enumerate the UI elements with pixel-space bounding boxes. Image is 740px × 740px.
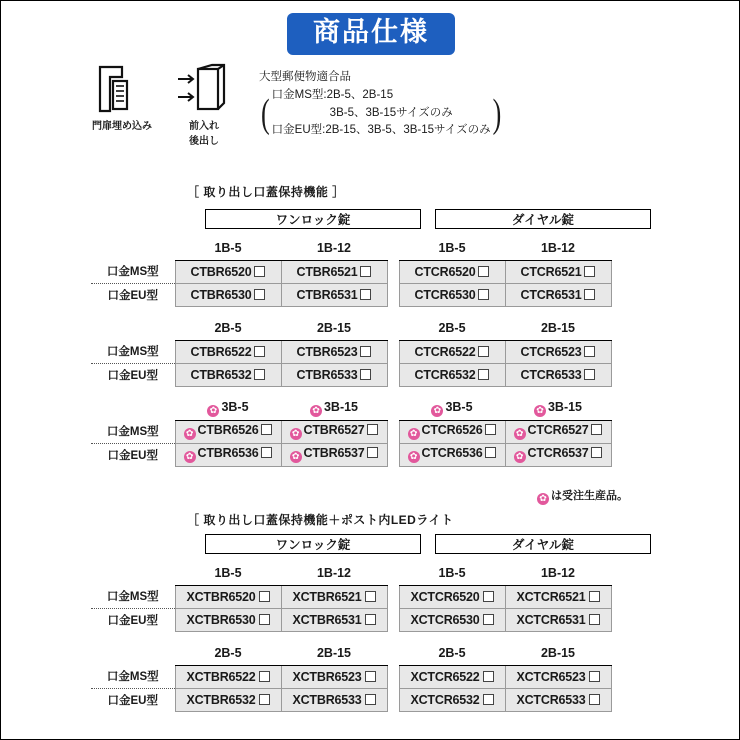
note-line-4: 口金EU型:2B-15、3B-5、3B-15サイズのみ bbox=[271, 124, 491, 137]
front-in-rear-out-icon bbox=[171, 63, 237, 115]
product-code-cell[interactable]: ✿ CTBR6537 bbox=[281, 443, 387, 466]
made-to-order-icon: ✿ bbox=[514, 451, 526, 463]
checkbox-square bbox=[259, 591, 270, 602]
section1-block-1 bbox=[91, 317, 612, 387]
size-header: 1B-12 bbox=[505, 237, 611, 260]
size-header-row bbox=[91, 237, 611, 260]
size-header: ✿ 3B-15 bbox=[281, 397, 387, 420]
checkbox-square bbox=[584, 369, 595, 380]
made-to-order-icon: ✿ bbox=[310, 405, 322, 417]
checkbox-square bbox=[261, 424, 272, 435]
checkbox-square bbox=[367, 447, 378, 458]
checkbox-square bbox=[591, 447, 602, 458]
product-code-cell[interactable]: XCTBR6531 bbox=[281, 608, 387, 631]
size-header-row bbox=[91, 562, 611, 585]
size-header: ✿ 3B-5 bbox=[399, 397, 505, 420]
size-header: 2B-5 bbox=[175, 642, 281, 665]
checkbox-square bbox=[591, 424, 602, 435]
row-label-ms: 口金MS型 bbox=[91, 340, 175, 363]
product-code-cell[interactable]: CTCR6530 bbox=[399, 283, 505, 306]
product-code-cell[interactable]: XCTCR6520 bbox=[399, 585, 505, 608]
section1-block-2 bbox=[91, 397, 612, 467]
product-code-cell[interactable]: ✿ CTCR6536 bbox=[399, 443, 505, 466]
product-code-cell[interactable]: CTBR6522 bbox=[175, 340, 281, 363]
checkbox-square bbox=[584, 289, 595, 300]
product-code-cell[interactable]: CTBR6530 bbox=[175, 283, 281, 306]
row-label-eu: 口金EU型 bbox=[107, 614, 158, 627]
note-line-1: 大型郵便物適合品 bbox=[259, 71, 351, 83]
checkbox-square bbox=[584, 266, 595, 277]
gate-embed-icon bbox=[89, 63, 155, 115]
size-header-row bbox=[91, 397, 611, 420]
table-row bbox=[91, 283, 611, 306]
product-code-cell[interactable]: CTBR6533 bbox=[281, 363, 387, 386]
product-code-cell[interactable]: XCTBR6532 bbox=[175, 688, 281, 711]
mail-compat-note bbox=[259, 63, 503, 140]
checkbox-square bbox=[485, 424, 496, 435]
size-header: ✿ 3B-5 bbox=[175, 397, 281, 420]
size-header: 1B-5 bbox=[175, 237, 281, 260]
row-label-eu: 口金EU型 bbox=[107, 694, 158, 707]
product-code-cell[interactable]: ✿ CTBR6526 bbox=[175, 420, 281, 443]
checkbox-square bbox=[365, 591, 376, 602]
size-header: 1B-5 bbox=[175, 562, 281, 585]
note-line-3: 3B-5、3B-15サイズのみ bbox=[329, 106, 453, 119]
section2-block-1 bbox=[91, 642, 612, 712]
product-code-cell[interactable]: ✿ CTBR6527 bbox=[281, 420, 387, 443]
product-code-cell[interactable]: XCTCR6531 bbox=[505, 608, 611, 631]
made-to-order-icon: ✿ bbox=[290, 451, 302, 463]
product-code-cell[interactable]: XCTCR6521 bbox=[505, 585, 611, 608]
product-code-cell[interactable]: XCTCR6523 bbox=[505, 665, 611, 688]
section2-heading: ［ 取り出し口蓋保持機能＋ポスト内LEDライト bbox=[187, 513, 454, 527]
product-code-cell[interactable]: XCTCR6522 bbox=[399, 665, 505, 688]
section1-lock-right: ダイヤル錠 bbox=[435, 209, 651, 229]
made-to-order-icon: ✿ bbox=[514, 428, 526, 440]
table-row bbox=[91, 608, 611, 631]
checkbox-square bbox=[365, 614, 376, 625]
front-in-rear-out-caption: 前入れ 後出し bbox=[189, 121, 219, 147]
product-code-cell[interactable]: CTCR6523 bbox=[505, 340, 611, 363]
size-header: 2B-15 bbox=[505, 317, 611, 340]
product-code-cell[interactable]: XCTBR6523 bbox=[281, 665, 387, 688]
product-code-cell[interactable]: CTBR6523 bbox=[281, 340, 387, 363]
product-code-cell[interactable]: ✿ CTCR6537 bbox=[505, 443, 611, 466]
product-code-cell[interactable]: CTCR6520 bbox=[399, 260, 505, 283]
checkbox-square bbox=[483, 671, 494, 682]
table-row bbox=[91, 340, 611, 363]
section2-block-0 bbox=[91, 562, 612, 632]
product-code-cell[interactable]: ✿ CTCR6526 bbox=[399, 420, 505, 443]
section1-block-0 bbox=[91, 237, 612, 307]
checkbox-square bbox=[254, 346, 265, 357]
made-to-order-icon: ✿ bbox=[408, 451, 420, 463]
checkbox-square bbox=[254, 369, 265, 380]
checkbox-square bbox=[365, 694, 376, 705]
size-header-row bbox=[91, 317, 611, 340]
table-row bbox=[91, 443, 611, 466]
table-row bbox=[91, 585, 611, 608]
page-title-wrap bbox=[1, 13, 740, 55]
checkbox-square bbox=[360, 346, 371, 357]
made-to-order-icon: ✿ bbox=[408, 428, 420, 440]
product-code-cell[interactable]: CTBR6532 bbox=[175, 363, 281, 386]
made-to-order-footnote: ✿ は受注生産品。 bbox=[537, 487, 628, 505]
gate-embed-caption: 門扉埋め込み bbox=[92, 121, 152, 132]
row-label-eu: 口金EU型 bbox=[107, 289, 158, 302]
checkbox-square bbox=[485, 447, 496, 458]
product-code-cell[interactable]: CTCR6521 bbox=[505, 260, 611, 283]
made-to-order-icon: ✿ bbox=[290, 428, 302, 440]
product-code-cell[interactable]: CTBR6521 bbox=[281, 260, 387, 283]
row-label-ms: 口金MS型 bbox=[91, 420, 175, 443]
checkbox-square bbox=[360, 369, 371, 380]
note-bracketed bbox=[259, 87, 503, 140]
checkbox-square bbox=[584, 346, 595, 357]
size-header: 1B-12 bbox=[281, 237, 387, 260]
product-code-cell[interactable]: CTBR6531 bbox=[281, 283, 387, 306]
product-code-cell[interactable]: XCTCR6530 bbox=[399, 608, 505, 631]
checkbox-square bbox=[259, 694, 270, 705]
table-row bbox=[91, 688, 611, 711]
product-code-cell[interactable]: XCTCR6533 bbox=[505, 688, 611, 711]
page-title: 商品仕様 bbox=[287, 13, 455, 55]
size-header: 2B-5 bbox=[399, 642, 505, 665]
checkbox-square bbox=[483, 591, 494, 602]
gate-embed-icon-block bbox=[89, 63, 155, 147]
product-code-cell[interactable]: CTCR6531 bbox=[505, 283, 611, 306]
table-row bbox=[91, 260, 611, 283]
checkbox-square bbox=[259, 671, 270, 682]
made-to-order-icon: ✿ bbox=[184, 428, 196, 440]
checkbox-square bbox=[589, 591, 600, 602]
row-label-eu: 口金EU型 bbox=[107, 369, 158, 382]
size-header-row bbox=[91, 642, 611, 665]
product-code-cell[interactable]: XCTBR6533 bbox=[281, 688, 387, 711]
size-header: 1B-12 bbox=[281, 562, 387, 585]
checkbox-square bbox=[589, 614, 600, 625]
size-header: 2B-15 bbox=[281, 642, 387, 665]
checkbox-square bbox=[478, 266, 489, 277]
size-header: 1B-5 bbox=[399, 237, 505, 260]
made-to-order-icon: ✿ bbox=[537, 493, 549, 505]
icon-pair bbox=[89, 63, 237, 147]
size-header: 1B-5 bbox=[399, 562, 505, 585]
checkbox-square bbox=[478, 369, 489, 380]
size-header: 2B-15 bbox=[505, 642, 611, 665]
checkbox-square bbox=[254, 289, 265, 300]
section1-lock-left: ワンロック錠 bbox=[205, 209, 421, 229]
section2-lock-right: ダイヤル錠 bbox=[435, 534, 651, 554]
product-code-cell[interactable]: ✿ CTCR6527 bbox=[505, 420, 611, 443]
product-code-cell[interactable]: XCTBR6521 bbox=[281, 585, 387, 608]
made-to-order-icon: ✿ bbox=[207, 405, 219, 417]
bracket-right: ) bbox=[492, 90, 502, 136]
checkbox-square bbox=[254, 266, 265, 277]
made-to-order-icon: ✿ bbox=[534, 405, 546, 417]
product-code-cell[interactable]: CTCR6532 bbox=[399, 363, 505, 386]
row-label-ms: 口金MS型 bbox=[91, 260, 175, 283]
size-header: 2B-5 bbox=[175, 317, 281, 340]
table-row bbox=[91, 363, 611, 386]
checkbox-square bbox=[261, 447, 272, 458]
row-label-ms: 口金MS型 bbox=[91, 585, 175, 608]
product-code-cell[interactable]: CTCR6522 bbox=[399, 340, 505, 363]
table-row bbox=[91, 665, 611, 688]
checkbox-square bbox=[589, 671, 600, 682]
size-header: 2B-5 bbox=[399, 317, 505, 340]
checkbox-square bbox=[259, 614, 270, 625]
product-code-cell[interactable]: ✿ CTBR6536 bbox=[175, 443, 281, 466]
product-code-cell[interactable]: XCTBR6530 bbox=[175, 608, 281, 631]
size-header: 1B-12 bbox=[505, 562, 611, 585]
row-label-ms: 口金MS型 bbox=[91, 665, 175, 688]
checkbox-square bbox=[483, 694, 494, 705]
product-code-cell[interactable]: CTCR6533 bbox=[505, 363, 611, 386]
checkbox-square bbox=[589, 694, 600, 705]
front-in-rear-out-icon-block bbox=[171, 63, 237, 147]
made-to-order-icon: ✿ bbox=[184, 451, 196, 463]
size-header: ✿ 3B-15 bbox=[505, 397, 611, 420]
section1-heading: ［ 取り出し口蓋保持機能 ］ bbox=[187, 185, 345, 199]
checkbox-square bbox=[360, 266, 371, 277]
product-code-cell[interactable]: XCTBR6520 bbox=[175, 585, 281, 608]
table-row bbox=[91, 420, 611, 443]
bracket-left: ( bbox=[261, 90, 270, 136]
product-code-cell[interactable]: XCTBR6522 bbox=[175, 665, 281, 688]
row-label-eu: 口金EU型 bbox=[107, 449, 158, 462]
checkbox-square bbox=[367, 424, 378, 435]
checkbox-square bbox=[365, 671, 376, 682]
product-code-cell[interactable]: CTBR6520 bbox=[175, 260, 281, 283]
note-line-2: 口金MS型:2B-5、2B-15 bbox=[271, 88, 394, 101]
checkbox-square bbox=[478, 289, 489, 300]
checkbox-square bbox=[360, 289, 371, 300]
made-to-order-icon: ✿ bbox=[431, 405, 443, 417]
product-code-cell[interactable]: XCTCR6532 bbox=[399, 688, 505, 711]
checkbox-square bbox=[483, 614, 494, 625]
section2-lock-left: ワンロック錠 bbox=[205, 534, 421, 554]
icon-note-block bbox=[89, 63, 669, 147]
checkbox-square bbox=[478, 346, 489, 357]
size-header: 2B-15 bbox=[281, 317, 387, 340]
